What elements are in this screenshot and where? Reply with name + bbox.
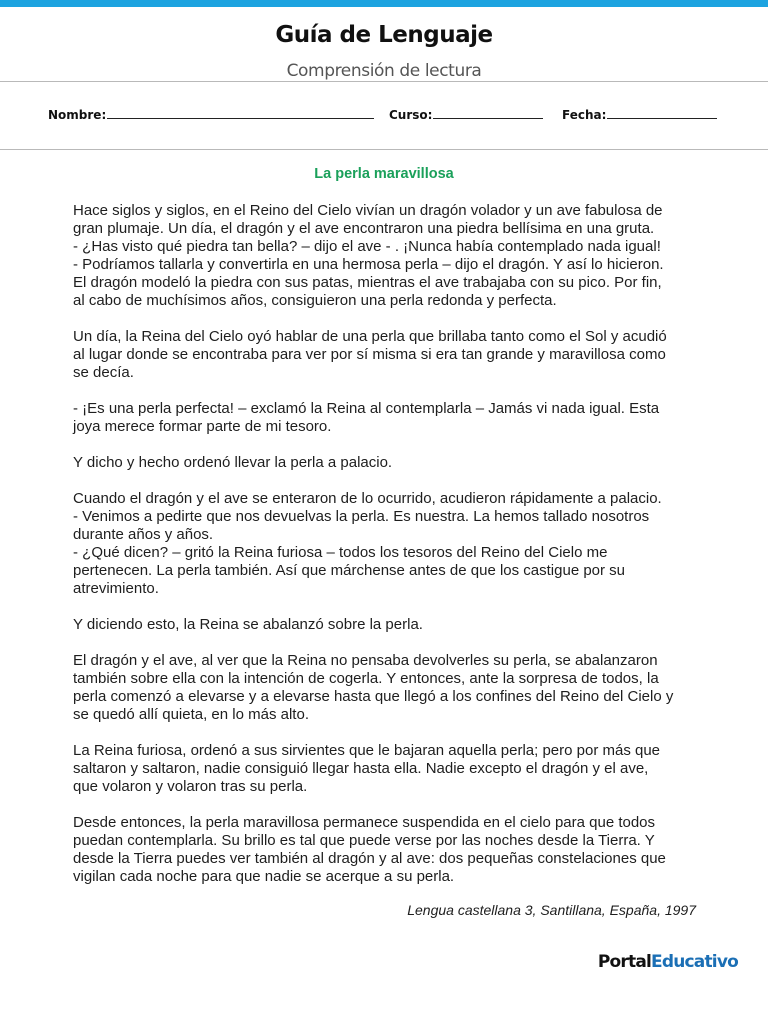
logo-part-educativo: Educativo bbox=[651, 952, 738, 972]
fields-divider bbox=[0, 149, 768, 150]
story-line: que volaron y volaron tras su perla. bbox=[73, 778, 308, 795]
course-blank-line[interactable] bbox=[433, 118, 543, 119]
name-label: Nombre: bbox=[48, 108, 107, 122]
story-line: Cuando el dragón y el ave se enteraron de lo ocurrido, acudieron rápidamente a palacio. bbox=[73, 490, 662, 507]
story-body bbox=[73, 202, 703, 904]
story-paragraph bbox=[73, 202, 703, 310]
logo-part-portal: Portal bbox=[597, 952, 652, 972]
story-title: La perla maravillosa bbox=[314, 166, 454, 182]
page-subtitle: Comprensión de lectura bbox=[286, 61, 482, 81]
story-line: se quedó allí quieta, en lo más alto. bbox=[73, 706, 309, 723]
course-label: Curso: bbox=[389, 108, 433, 122]
story-line: pertenecen. La perla también. Así que márchense antes de que los castigue por su bbox=[73, 562, 626, 579]
story-line: vigilan cada noche para que nadie se acerque a su perla. bbox=[73, 868, 455, 885]
story-line: - ¿Qué dicen? – gritó la Reina furiosa – todos los tesoros del Reino del Cielo me bbox=[73, 544, 608, 561]
story-paragraph bbox=[73, 490, 703, 598]
story-line: joya merece formar parte de mi tesoro. bbox=[73, 418, 332, 435]
date-label: Fecha: bbox=[562, 108, 607, 122]
story-line: gran plumaje. Un día, el dragón y el ave encontraron una piedra bellísima en una gruta. bbox=[73, 220, 655, 237]
story-citation: Lengua castellana 3, Santillana, España, 1997 bbox=[407, 902, 696, 918]
story-line: - ¿Has visto qué piedra tan bella? – dijo el ave - . ¡Nunca había contemplado nada igual! bbox=[73, 238, 661, 255]
story-line: al lugar donde se encontraba para ver por sí misma si era tan grande y maravillosa como bbox=[73, 346, 666, 363]
story-line: Un día, la Reina del Cielo oyó hablar de una perla que brillaba tanto como el Sol y acudió bbox=[73, 328, 667, 345]
story-paragraph bbox=[73, 616, 703, 634]
story-paragraph bbox=[73, 652, 703, 724]
story-paragraph bbox=[73, 454, 703, 472]
student-fields bbox=[0, 108, 768, 126]
story-line: Hace siglos y siglos, en el Reino del Cielo vivían un dragón volador y un ave fabulosa de bbox=[73, 202, 663, 219]
story-line: - Venimos a pedirte que nos devuelvas la perla. Es nuestra. La hemos tallado nosotros bbox=[73, 508, 650, 525]
story-line: desde la Tierra puedes ver también al dragón y al ave: dos pequeñas constelaciones que bbox=[73, 850, 666, 867]
story-line: durante años y años. bbox=[73, 526, 214, 543]
story-paragraph bbox=[73, 400, 703, 436]
date-blank-line[interactable] bbox=[607, 118, 717, 119]
story-line: perla comenzó a elevarse y a elevarse hasta que llegó a los confines del Reino del Cielo y bbox=[73, 688, 674, 705]
header-divider bbox=[0, 81, 768, 82]
story-line: La Reina furiosa, ordenó a sus sirvientes que le bajaran aquella perla; pero por más que bbox=[73, 742, 661, 759]
name-blank-line[interactable] bbox=[107, 118, 374, 119]
story-line: se decía. bbox=[73, 364, 134, 381]
story-line: Y diciendo esto, la Reina se abalanzó sobre la perla. bbox=[73, 616, 423, 633]
story-line: al cabo de muchísimos años, consiguieron una perla redonda y perfecta. bbox=[73, 292, 557, 309]
story-line: Desde entonces, la perla maravillosa permanece suspendida en el cielo para que todos bbox=[73, 814, 656, 831]
name-field[interactable] bbox=[48, 108, 374, 122]
story-line: atrevimiento. bbox=[73, 580, 159, 597]
story-paragraph bbox=[73, 814, 703, 886]
portal-educativo-logo bbox=[598, 952, 738, 972]
story-line: El dragón y el ave, al ver que la Reina no pensaba devolverles su perla, se abalanzaron bbox=[73, 652, 658, 669]
story-line: - ¡Es una perla perfecta! – exclamó la Reina al contemplarla – Jamás vi nada igual. Esta bbox=[73, 400, 660, 417]
story-line: también sobre ella con la intención de cogerla. Y entonces, ante la sorpresa de todos, la bbox=[73, 670, 659, 687]
story-paragraph bbox=[73, 328, 703, 382]
course-field[interactable] bbox=[389, 108, 543, 122]
date-field[interactable] bbox=[562, 108, 717, 122]
story-line: - Podríamos tallarla y convertirla en una hermosa perla – dijo el dragón. Y así lo hicieron. bbox=[73, 256, 664, 273]
story-line: saltaron y saltaron, nadie consiguió llegar hasta ella. Nadie excepto el dragón y el ave, bbox=[73, 760, 649, 777]
top-accent-bar bbox=[0, 0, 768, 7]
story-line: Y dicho y hecho ordenó llevar la perla a palacio. bbox=[73, 454, 393, 471]
story-paragraph bbox=[73, 742, 703, 796]
story-line: El dragón modeló la piedra con sus patas, mientras el ave trabajaba con su pico. Por fin, bbox=[73, 274, 662, 291]
page-title: Guía de Lenguaje bbox=[275, 22, 493, 48]
story-line: puedan contemplarla. Su brillo es tal que puede verse por las noches desde la Tierra. Y bbox=[73, 832, 655, 849]
